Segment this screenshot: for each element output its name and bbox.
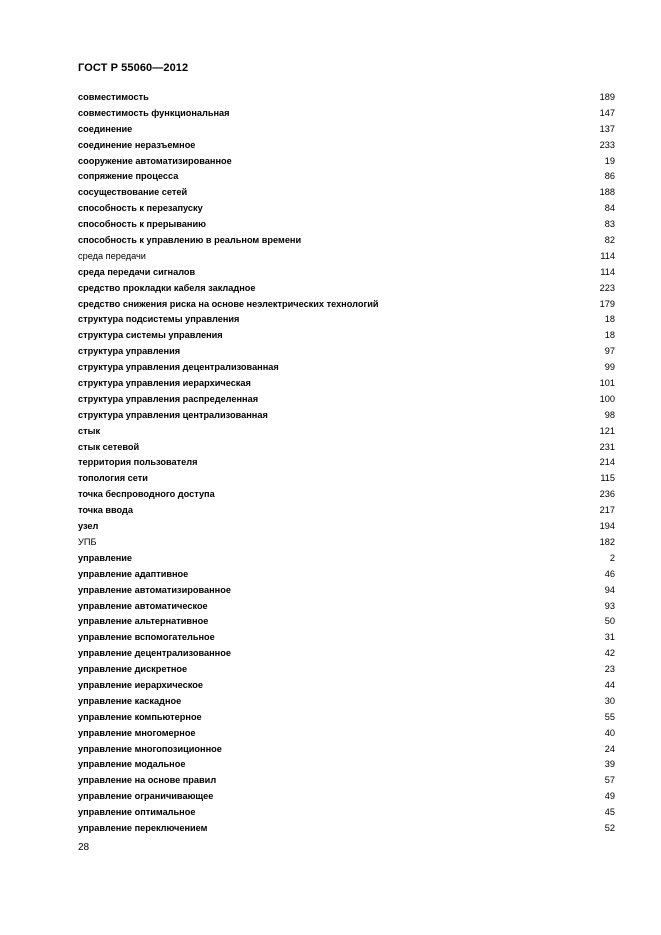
index-page-ref: 233 xyxy=(599,139,615,150)
index-page-ref: 194 xyxy=(599,521,615,532)
index-page-ref: 114 xyxy=(600,266,615,277)
index-page-ref: 94 xyxy=(604,584,615,595)
index-term: управление компьютерное xyxy=(78,711,202,722)
index-term: управление адаптивное xyxy=(78,568,189,579)
index-entry xyxy=(78,646,615,662)
index-term: среда передачи xyxy=(78,250,146,261)
index-term: управление переключением xyxy=(78,822,208,833)
index-page-ref: 84 xyxy=(604,203,615,214)
index-term: сопряжение процесса xyxy=(78,171,179,182)
index-page-ref: 83 xyxy=(604,219,615,230)
index-page-ref: 147 xyxy=(599,107,615,118)
index-page-ref: 179 xyxy=(599,298,615,309)
index-entry xyxy=(78,535,615,551)
index-page-ref: 189 xyxy=(599,92,615,102)
index-term: структура системы управления xyxy=(78,330,223,341)
index-entry xyxy=(78,281,615,297)
index-term: структура управления xyxy=(78,346,181,357)
term-index-list xyxy=(78,90,615,837)
index-term: УПБ xyxy=(78,536,97,547)
index-entry xyxy=(78,487,615,503)
index-term: топология сети xyxy=(78,473,148,484)
index-term: сосуществование сетей xyxy=(78,187,188,198)
index-entry xyxy=(78,599,615,615)
index-term: управление вспомогательное xyxy=(78,632,215,643)
index-term: средство прокладки кабеля закладное xyxy=(78,282,256,293)
index-term: структура управления распределенная xyxy=(78,393,259,404)
index-entry xyxy=(78,408,615,424)
index-entry xyxy=(78,710,615,726)
index-entry xyxy=(78,312,615,328)
index-entry xyxy=(78,805,615,821)
index-entry xyxy=(78,169,615,185)
index-term: структура подсистемы управления xyxy=(78,314,240,325)
index-page-ref: 121 xyxy=(599,425,615,436)
index-term: управление иерархическое xyxy=(78,679,203,690)
index-entry xyxy=(78,630,615,646)
index-page-ref: 82 xyxy=(604,235,615,246)
index-term: способность к управлению в реальном времени xyxy=(78,235,302,246)
index-page-ref: 31 xyxy=(604,632,615,643)
index-entry xyxy=(78,185,615,201)
index-term: управление многомерное xyxy=(78,727,196,738)
index-entry xyxy=(78,424,615,440)
index-page-ref: 2 xyxy=(609,552,615,563)
index-page-ref: 23 xyxy=(604,664,615,675)
index-term: среда передачи сигналов xyxy=(78,266,196,277)
index-entry xyxy=(78,328,615,344)
index-term: совместимость функциональная xyxy=(78,107,230,118)
index-entry xyxy=(78,551,615,567)
index-entry xyxy=(78,297,615,313)
document-header: ГОСТ Р 55060—2012 xyxy=(78,62,189,74)
index-page-ref: 18 xyxy=(604,330,615,341)
index-page-ref: 223 xyxy=(599,282,615,293)
index-page-ref: 30 xyxy=(604,695,615,706)
index-page-ref: 101 xyxy=(599,378,615,389)
index-entry xyxy=(78,249,615,265)
index-entry xyxy=(78,773,615,789)
index-page-ref: 188 xyxy=(599,187,615,198)
index-entry xyxy=(78,360,615,376)
index-entry xyxy=(78,392,615,408)
index-term: способность к прерыванию xyxy=(78,219,206,230)
index-term: управление многопозиционное xyxy=(78,743,222,754)
index-page-ref: 86 xyxy=(604,171,615,182)
index-term: стык сетевой xyxy=(78,441,140,452)
index-term: соединение неразъемное xyxy=(78,139,196,150)
index-page-ref: 57 xyxy=(604,775,615,786)
index-page-ref: 46 xyxy=(604,568,615,579)
index-page-ref: 39 xyxy=(604,759,615,770)
index-entry xyxy=(78,662,615,678)
index-entry xyxy=(78,694,615,710)
index-term: управление оптимальное xyxy=(78,807,196,818)
index-page-ref: 49 xyxy=(604,791,615,802)
index-page-ref: 50 xyxy=(604,616,615,627)
index-term: управление на основе правил xyxy=(78,775,217,786)
index-entry xyxy=(78,440,615,456)
index-term: стык xyxy=(78,425,101,436)
index-page-ref: 236 xyxy=(599,489,615,500)
index-page-ref: 93 xyxy=(604,600,615,611)
index-term: сооружение автоматизированное xyxy=(78,155,232,166)
index-page-ref: 100 xyxy=(599,393,615,404)
index-entry xyxy=(78,233,615,249)
index-entry xyxy=(78,821,615,837)
index-page-ref: 24 xyxy=(604,743,615,754)
index-page-ref: 231 xyxy=(599,441,615,452)
index-page-ref: 55 xyxy=(604,711,615,722)
index-entry xyxy=(78,726,615,742)
index-entry xyxy=(78,344,615,360)
index-entry xyxy=(78,138,615,154)
index-page-ref: 137 xyxy=(599,123,615,134)
index-entry xyxy=(78,455,615,471)
index-term: узел xyxy=(78,521,99,532)
index-page-ref: 44 xyxy=(604,679,615,690)
index-term: совместимость xyxy=(78,92,149,102)
index-term: управление каскадное xyxy=(78,695,182,706)
index-entry xyxy=(78,90,615,106)
index-page-ref: 19 xyxy=(604,155,615,166)
index-page-ref: 99 xyxy=(604,362,615,373)
index-entry xyxy=(78,106,615,122)
index-entry xyxy=(78,503,615,519)
index-entry xyxy=(78,567,615,583)
index-entry xyxy=(78,471,615,487)
index-term: способность к перезапуску xyxy=(78,203,203,214)
index-term: соединение xyxy=(78,123,133,134)
index-entry xyxy=(78,122,615,138)
index-term: территория пользователя xyxy=(78,457,198,468)
index-entry xyxy=(78,583,615,599)
index-entry xyxy=(78,154,615,170)
index-page-ref: 98 xyxy=(604,409,615,420)
index-page-ref: 114 xyxy=(600,250,615,261)
index-page-ref: 217 xyxy=(599,505,615,516)
index-page-ref: 52 xyxy=(604,822,615,833)
index-entry xyxy=(78,217,615,233)
index-page-ref: 42 xyxy=(604,648,615,659)
index-term: структура управления иерархическая xyxy=(78,378,251,389)
index-term: управление xyxy=(78,552,133,563)
index-entry xyxy=(78,614,615,630)
index-entry xyxy=(78,519,615,535)
index-term: точка ввода xyxy=(78,505,133,516)
index-page-ref: 18 xyxy=(604,314,615,325)
index-entry xyxy=(78,376,615,392)
page-number: 28 xyxy=(78,842,90,853)
index-page-ref: 182 xyxy=(599,536,615,547)
index-term: управление децентрализованное xyxy=(78,648,231,659)
index-entry xyxy=(78,789,615,805)
index-entry xyxy=(78,678,615,694)
index-term: точка беспроводного доступа xyxy=(78,489,215,500)
index-term: управление дискретное xyxy=(78,664,188,675)
index-term: управление модальное xyxy=(78,759,186,770)
index-term: структура управления децентрализованная xyxy=(78,362,279,373)
index-entry xyxy=(78,757,615,773)
index-entry xyxy=(78,742,615,758)
index-page-ref: 115 xyxy=(600,473,615,484)
index-page-ref: 214 xyxy=(599,457,615,468)
index-page-ref: 40 xyxy=(604,727,615,738)
index-term: управление ограничивающее xyxy=(78,791,214,802)
index-entry xyxy=(78,265,615,281)
index-term: управление автоматическое xyxy=(78,600,208,611)
index-term: структура управления централизованная xyxy=(78,409,268,420)
index-entry xyxy=(78,201,615,217)
index-term: управление автоматизированное xyxy=(78,584,231,595)
index-term: управление альтернативное xyxy=(78,616,209,627)
index-page-ref: 97 xyxy=(604,346,615,357)
index-term: средство снижения риска на основе неэлектрических технологий xyxy=(78,298,379,309)
index-page-ref: 45 xyxy=(604,807,615,818)
